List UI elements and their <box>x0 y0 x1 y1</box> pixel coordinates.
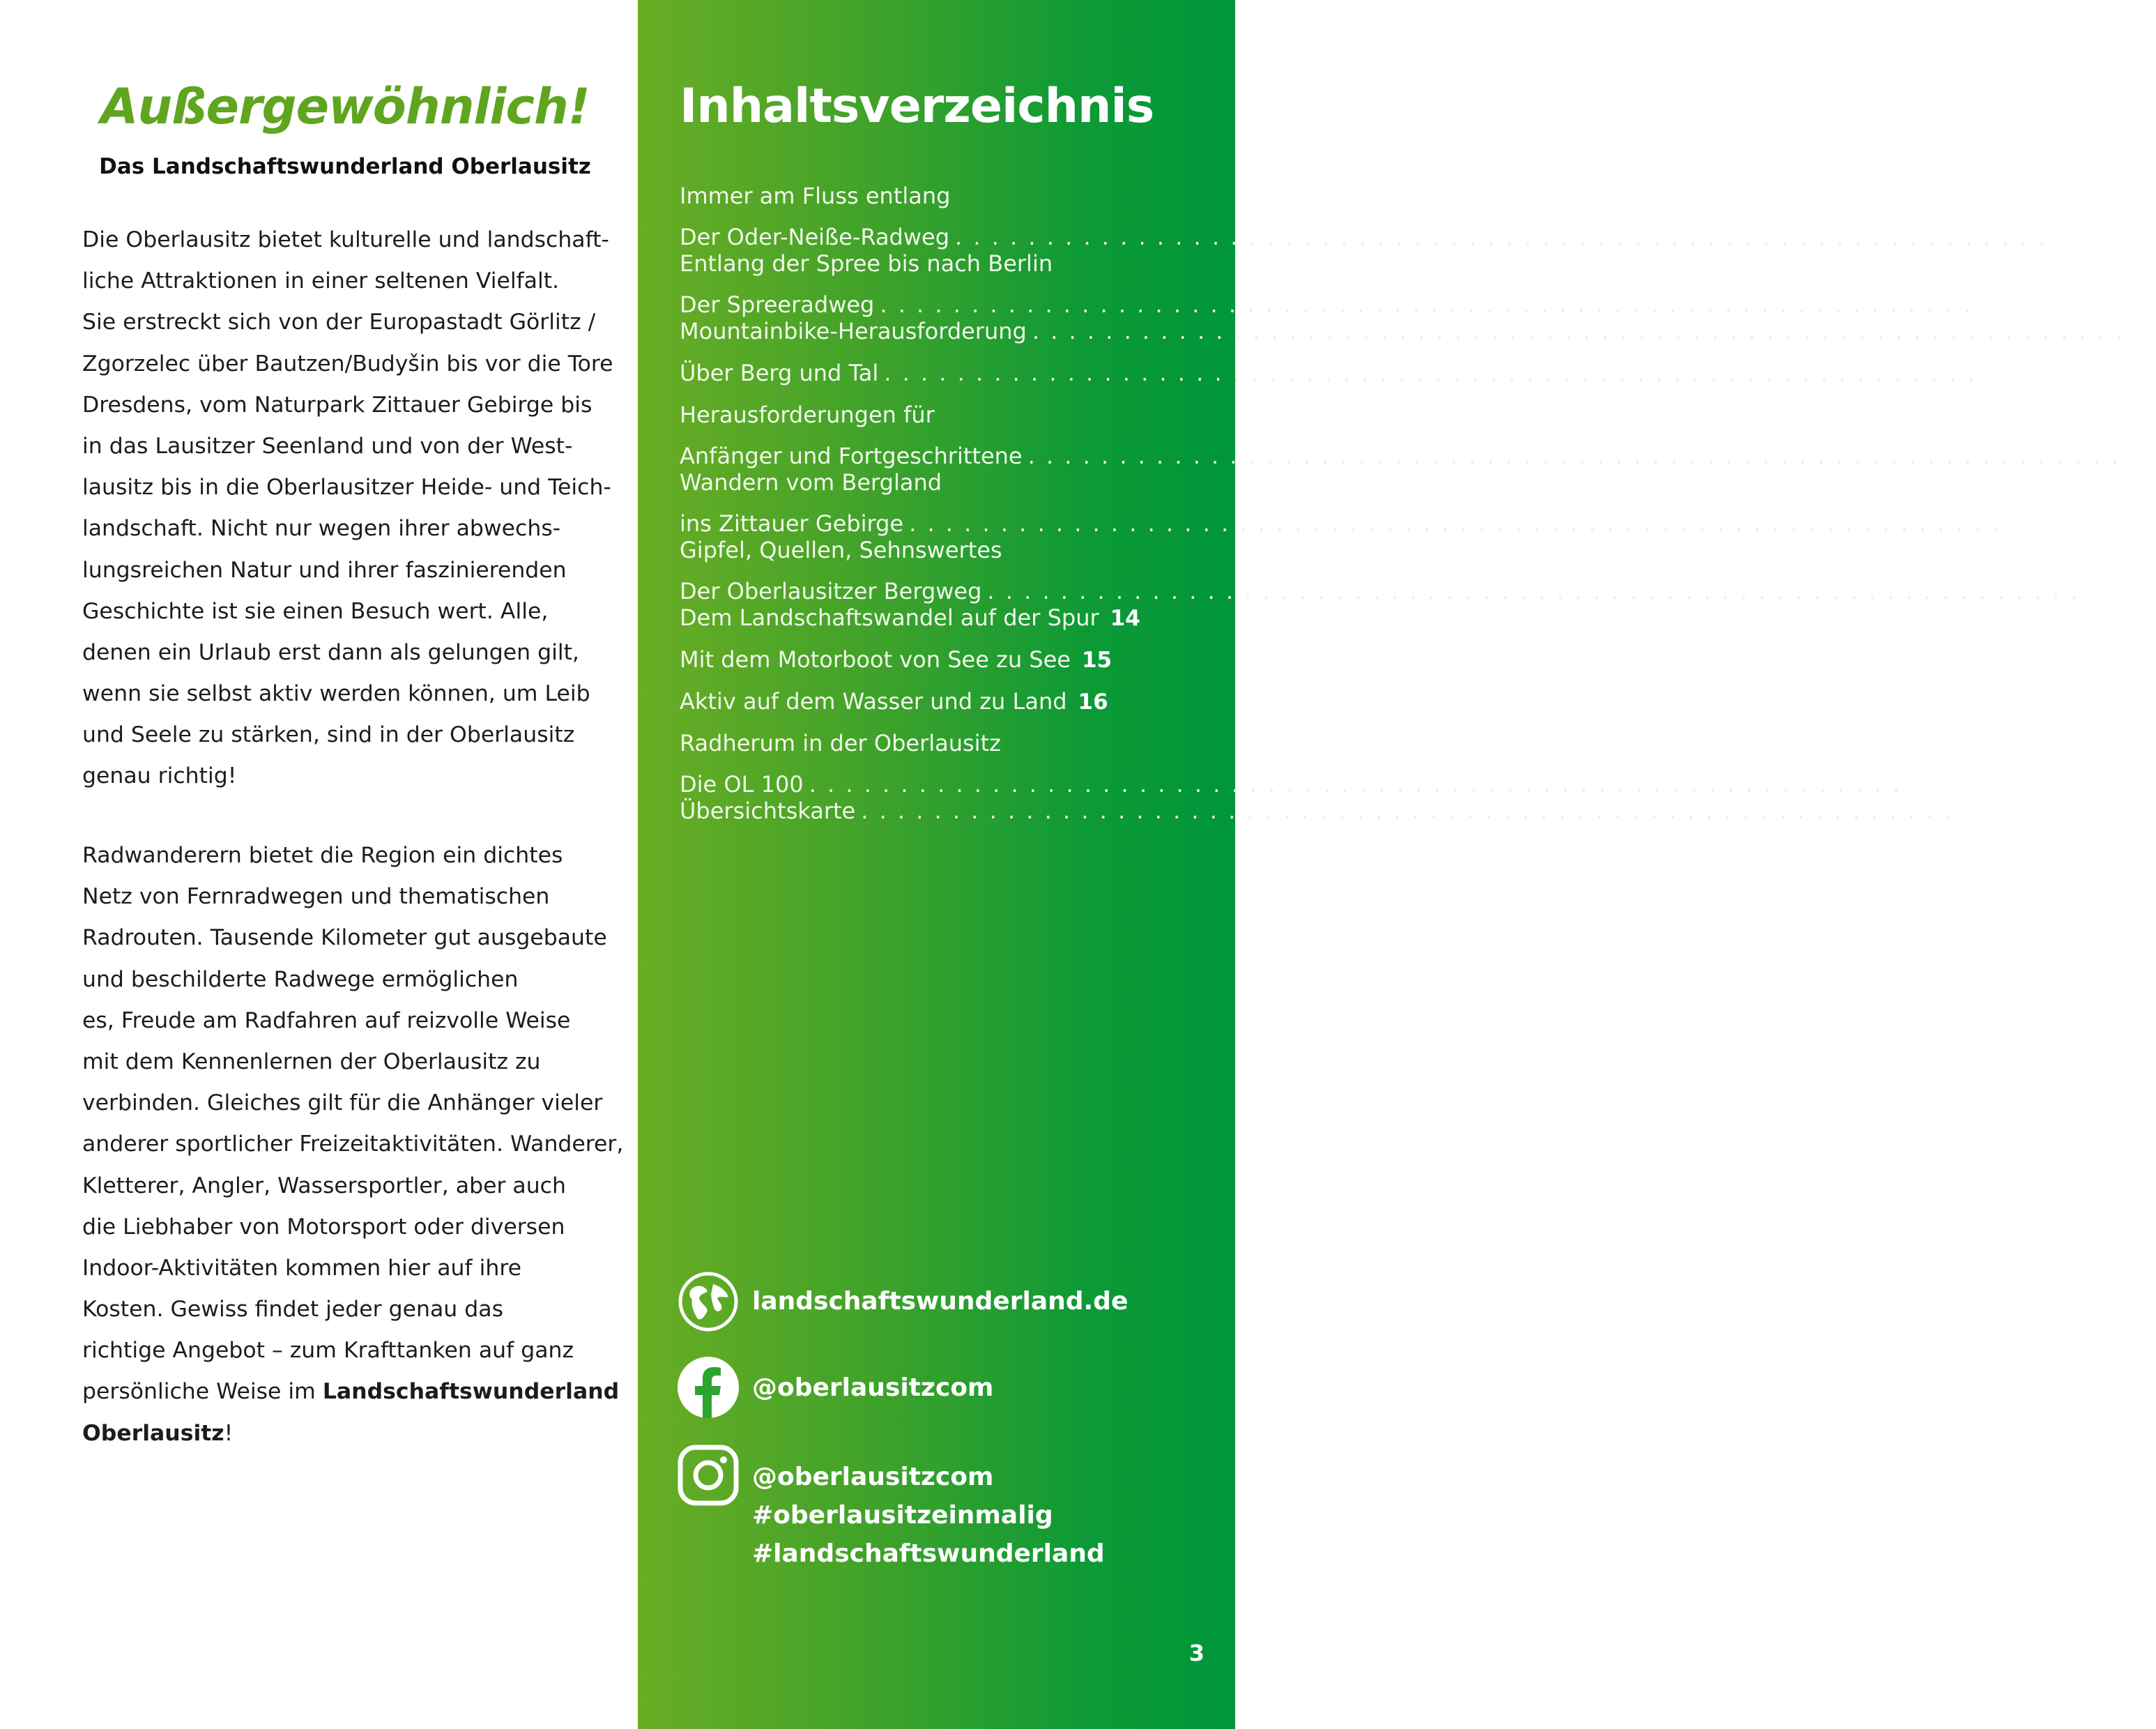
toc-page-number: 17 <box>1907 772 1938 798</box>
toc-leader-dots: . . . . . . . . . . . . . . . . . . . . . . . . . . . . . . . . . . . . . . . . . . . . . . . . . . . . . . . . . . . . <box>955 224 2048 250</box>
toc-entry-line <box>680 597 1140 639</box>
globe-icon <box>677 1270 740 1336</box>
toc-entry-title: Anfänger und Fortgeschrittene <box>680 443 1023 469</box>
toc-entry-line <box>680 791 1989 832</box>
facebook-icon <box>677 1356 740 1422</box>
toc-page-number: 4 <box>2053 225 2069 250</box>
activities-paragraph <box>82 835 624 1454</box>
paragraph-line: verbinden. Gleiches gilt für die Anhänger vieler <box>82 1090 603 1116</box>
facebook-handle: @oberlausitzcom <box>752 1373 994 1402</box>
paragraph-line: anderer sportlicher Freizeitaktivitäten. Wanderer, <box>82 1132 624 1157</box>
toc-entry-title: Entlang der Spree bis nach Berlin <box>680 250 1053 277</box>
toc-page-number: 8 <box>2130 319 2146 344</box>
toc-leader-dots: . . . . . . . . . . . . . . . . . . . . . . . . . . . . . . . . . . . . . . . . . . . . . . . . . . . . . . . . . . . . <box>1027 443 2121 469</box>
toc-entry-heading <box>680 723 1092 764</box>
toc-page-number: 16 <box>1078 690 1108 715</box>
toc-entry-title: Der Oder-Neiße-Radweg <box>680 224 950 250</box>
toc-leader-dots: . . . . . . . . . . . . . . . . . . . . . . . . . . . . . . . . . . . . . . . . . . . . . . . . . . . . . . . . . . . . <box>809 771 1902 798</box>
toc-leader-dots: . . . . . . . . . . . . . . . . . . . . . . . . . . . . . . . . . . . . . . . . . . . . . . . . . . . . . . . . . . . . <box>909 510 2002 537</box>
toc-page-number: 10 <box>1982 361 2012 386</box>
toc-entry-heading <box>680 395 1092 436</box>
toc-leader-dots: . . . . . . . . . . . . . . . . . . . . . . . . . . . . . . . . . . . . . . . . . . . . . . . . . . . . . . . . . . . . <box>1032 318 2125 344</box>
paragraph-line: landschaft. Nicht nur wegen ihrer abwechs- <box>82 516 561 542</box>
headline: Außergewöhnlich! <box>100 78 590 135</box>
paragraph-line: wenn sie selbst aktiv werden können, um Leib <box>82 681 590 707</box>
toc-page-number: 14 <box>1110 606 1140 631</box>
paragraph-line: es, Freude am Radfahren auf reizvolle Weise <box>82 1007 571 1033</box>
toc-entry-heading <box>680 243 1092 284</box>
page-number: 3 <box>1188 1640 1205 1666</box>
toc-entry-title: ins Zittauer Gebirge <box>680 510 904 537</box>
toc-entry-title: Übersichtskarte <box>680 798 856 824</box>
paragraph-line: Geschichte ist sie einen Besuch wert. Alle, <box>82 598 549 624</box>
paragraph-line: lungsreichen Natur und ihrer faszinierenden <box>82 557 567 583</box>
website-label: landschaftswunderland.de <box>752 1287 1129 1316</box>
paragraph-line: in das Lausitzer Seenland und von der West- <box>82 433 573 459</box>
toc-title: Inhaltsverzeichnis <box>680 79 1154 134</box>
toc-page-number: 11 <box>2126 444 2156 469</box>
paragraph-line: Netz von Fernradwegen und thematischen <box>82 884 550 910</box>
paragraph-line: lausitz bis in die Oberlausitzer Heide- und Teich- <box>82 475 611 501</box>
toc-entry-title: Der Oberlausitzer Bergweg <box>680 578 982 604</box>
toc-entry-title: Wandern vom Bergland <box>680 469 942 496</box>
toc-page-number: 18 <box>1959 799 1989 824</box>
paragraph-line: mit dem Kennenlernen der Oberlausitz zu <box>82 1049 541 1074</box>
toc-page-number: 15 <box>1081 648 1113 673</box>
instagram-handle: @oberlausitzcom <box>752 1463 994 1491</box>
paragraph-line: Sie erstreckt sich von der Europastadt Görlitz / <box>82 310 596 335</box>
toc-entry-title: Über Berg und Tal <box>680 360 879 386</box>
toc-leader-dots: . . . . . . . . . . . . . . . . . . . . . . . . . . . . . . . . . . . . . . . . . . . . . . . . . . . . . . . . . . . . <box>880 291 1973 318</box>
paragraph-line: Radwanderern bietet die Region ein dichtes <box>82 843 563 868</box>
paragraph-line: Kosten. Gewiss findet jeder genau das <box>82 1297 503 1323</box>
paragraph-line: Zgorzelec über Bautzen/Budyšin bis vor die Tore <box>82 351 613 376</box>
toc-entry-title: Gipfel, Quellen, Sehnswertes <box>680 537 1002 563</box>
toc-entry-heading <box>680 530 1092 571</box>
toc-leader-dots: . . . . . . . . . . . . . . . . . . . . . . . . . . . . . . . . . . . . . . . . . . . . . . . . . . . . . . . . . . . . <box>987 578 2080 604</box>
toc-entry[interactable] <box>680 791 1989 832</box>
toc-entry[interactable] <box>680 311 2146 352</box>
paragraph-line: Indoor-Aktivitäten kommen hier auf ihre <box>82 1255 521 1281</box>
toc-entry-line <box>680 311 2146 352</box>
toc-page-number: 12 <box>2007 512 2038 537</box>
toc-entry-title: Herausforderungen für <box>680 402 935 428</box>
toc-panel <box>638 0 2156 1729</box>
paragraph-line: liche Attraktionen in einer seltenen Vielfalt. <box>82 268 560 294</box>
paragraph-line: Kletterer, Angler, Wassersportler, aber auch <box>82 1173 566 1198</box>
toc-entry-title: Dem Landschaftswandel auf der Spur <box>680 604 1099 631</box>
toc-entry-line <box>680 681 1108 722</box>
toc-leader-dots: . . . . . . . . . . . . . . . . . . . . . . . . . . . . . . . . . . . . . . . . . . . . . . . . . . . . . . . . . . . . <box>884 360 1977 386</box>
paragraph-line: und beschilderte Radwege ermöglichen <box>82 966 519 992</box>
paragraph-line: Die Oberlausitz bietet kulturelle und landschaft- <box>82 227 609 252</box>
paragraph-line: genau richtig! <box>82 763 237 789</box>
instagram-hashtag: #oberlausitzeinmalig <box>752 1501 1053 1530</box>
paragraph-line: Radrouten. Tausende Kilometer gut ausgebaute <box>82 925 607 951</box>
toc-entry-line <box>680 353 2012 394</box>
toc-entry-title: Mit dem Motorboot von See zu See <box>680 646 1071 673</box>
toc-entry[interactable] <box>680 353 2012 394</box>
toc-entry-line <box>680 639 1113 680</box>
paragraph-line: Dresdens, vom Naturpark Zittauer Gebirge bis <box>82 392 592 418</box>
intro-paragraph <box>82 220 612 798</box>
toc-entry-title: Der Spreeradweg <box>680 291 875 318</box>
toc-entry-heading <box>680 462 1092 503</box>
toc-entry[interactable] <box>680 597 1140 639</box>
toc-entry[interactable] <box>680 681 1108 722</box>
instagram-icon <box>677 1444 740 1509</box>
toc-page-number: 13 <box>2085 579 2116 604</box>
paragraph-line: die Liebhaber von Motorsport oder diversen <box>82 1214 565 1240</box>
intro-column <box>0 0 638 1729</box>
toc-entry[interactable] <box>680 639 1113 680</box>
paragraph-line: Oberlausitz! <box>82 1420 234 1446</box>
paragraph-line: und Seele zu stärken, sind in der Oberlausitz <box>82 722 575 748</box>
toc-leader-dots: . . . . . . . . . . . . . . . . . . . . . . . . . . . . . . . . . . . . . . . . . . . . . . . . . . . . . . . . . . . . <box>861 798 1954 824</box>
toc-entry-title: Aktiv auf dem Wasser und zu Land <box>680 688 1067 715</box>
toc-entry-title: Radherum in der Oberlausitz <box>680 730 1001 756</box>
toc-page-number: 6 <box>1978 293 1994 318</box>
toc-entry-heading <box>680 176 1092 217</box>
toc-entry-title: Die OL 100 <box>680 771 804 798</box>
paragraph-line: denen ein Urlaub erst dann als gelungen gilt, <box>82 639 579 665</box>
toc-entry-title: Mountainbike-Herausforderung <box>680 318 1027 344</box>
paragraph-line: richtige Angebot – zum Krafttanken auf ganz <box>82 1338 574 1364</box>
toc-entry-title: Immer am Fluss entlang <box>680 183 951 209</box>
paragraph-line: persönliche Weise im Landschaftswunderland <box>82 1379 620 1405</box>
subheadline: Das Landschaftswunderland Oberlausitz <box>99 154 591 179</box>
instagram-hashtag: #landschaftswunderland <box>752 1539 1105 1568</box>
